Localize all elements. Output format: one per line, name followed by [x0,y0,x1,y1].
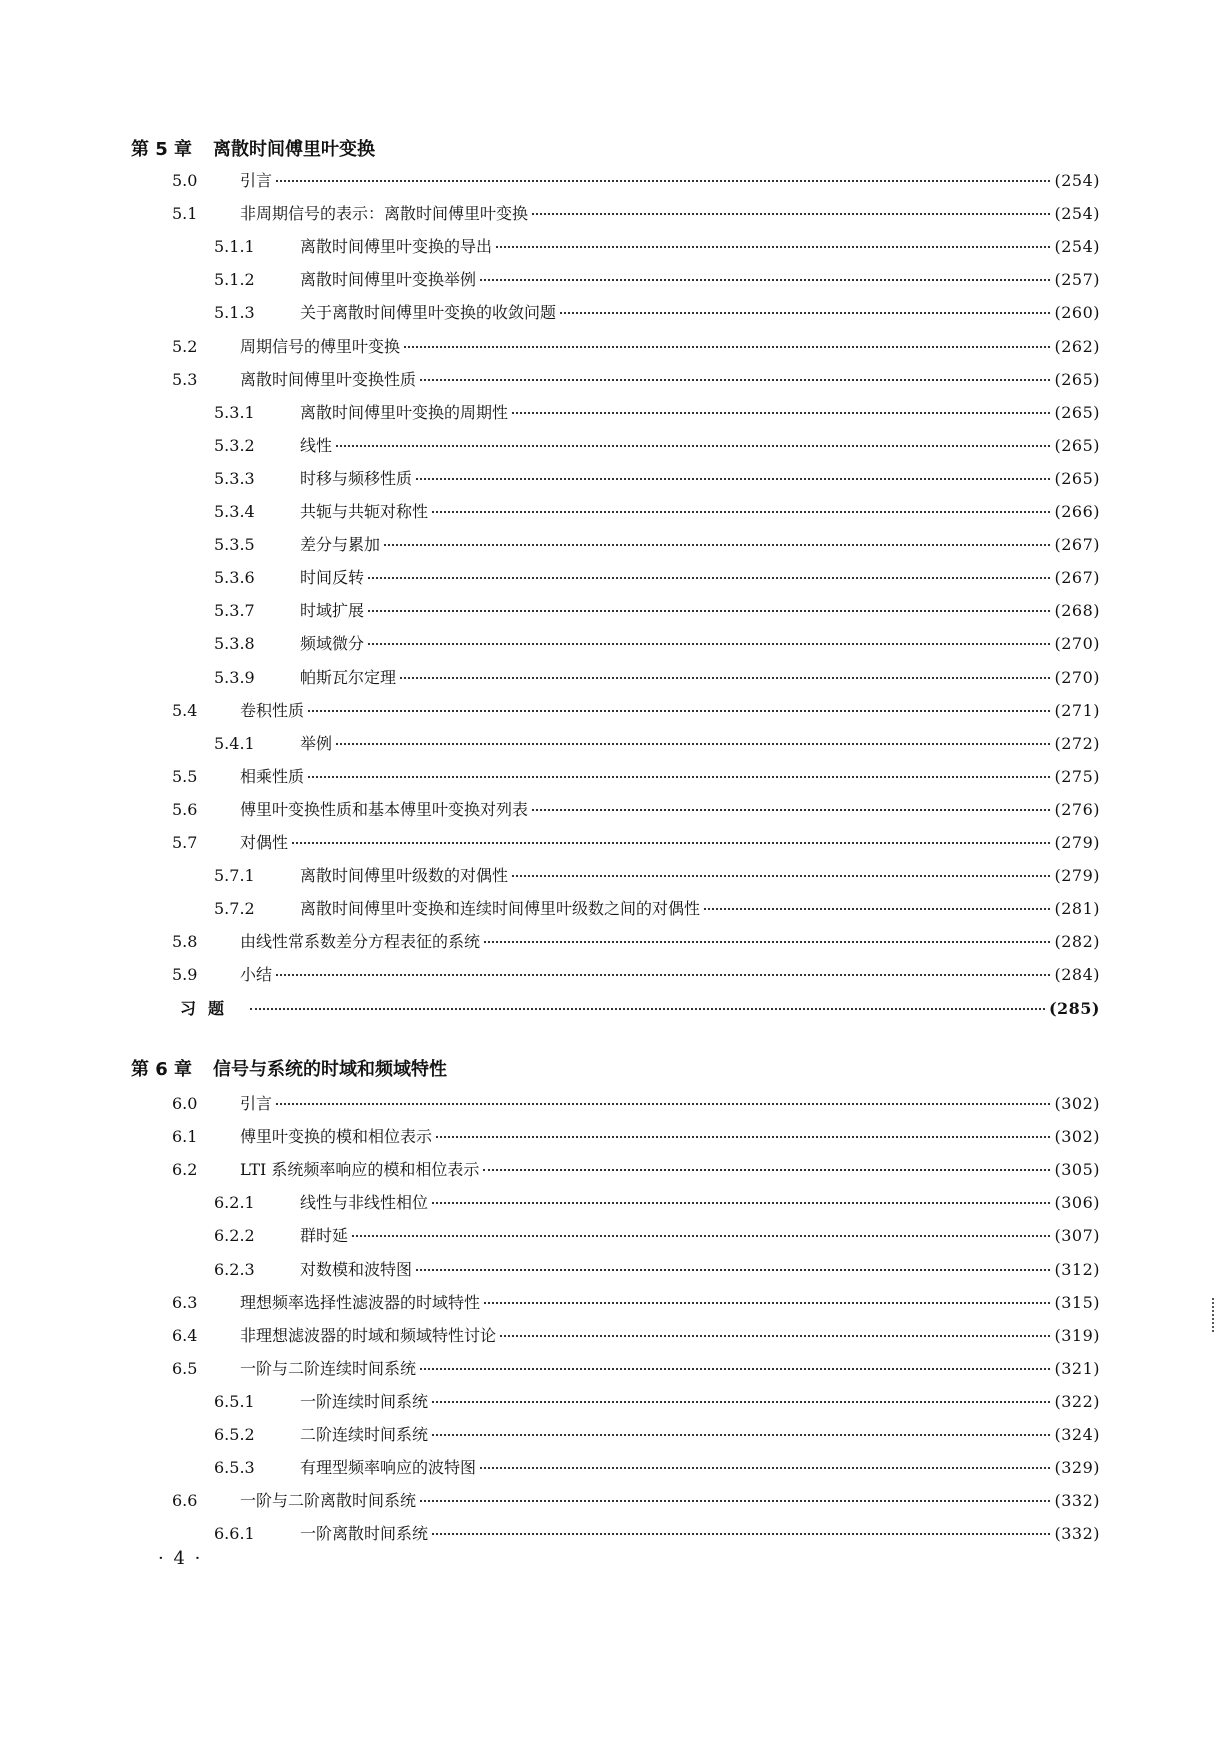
section-number: 5.3.7 [214,601,255,621]
section-number: 5.3.9 [214,667,255,687]
section-number: 6.2.2 [214,1226,255,1246]
page-reference: (321) [1054,1358,1100,1378]
toc-entry[interactable] [0,1092,1228,1116]
section-title: 周期信号的傅里叶变换 [240,336,401,356]
section-number: 6.5 [172,1358,198,1378]
dot-leader [420,1499,1050,1502]
section-title: 离散时间傅里叶变换的周期性 [300,402,509,422]
section-number: 5.2 [172,336,198,356]
toc-entry[interactable] [0,1522,1228,1546]
dot-leader [512,874,1050,877]
section-number: 5.3 [172,369,198,389]
section-number: 6.5.3 [214,1458,255,1478]
section-number: 5.7 [172,833,198,852]
page-reference: (270) [1054,667,1100,687]
section-number: 5.3.6 [214,568,255,588]
toc-entry[interactable] [0,864,1228,888]
section-number: 5.7.1 [214,866,255,886]
section-title: 卷积性质 [240,700,305,720]
section-title: 关于离散时间傅里叶变换的收敛问题 [300,303,557,323]
section-title: 傅里叶变换性质和基本傅里叶变换对列表 [240,799,529,819]
dot-leader [368,576,1050,579]
dot-leader [416,1268,1050,1271]
section-title: 差分与累加 [300,535,381,555]
page-reference: (322) [1054,1391,1100,1411]
section-title: 离散时间傅里叶级数的对偶性 [300,866,509,886]
section-title: 举例 [300,733,333,753]
dot-leader [500,1334,1050,1337]
section-number: 5.0 [172,171,198,190]
dot-leader [352,1234,1050,1237]
section-title: 离散时间傅里叶变换和连续时间傅里叶级数之间的对偶性 [300,899,701,919]
toc-entry[interactable] [0,1258,1228,1282]
page-reference: (324) [1054,1425,1100,1444]
page-reference: (281) [1054,899,1100,919]
section-number: 5.3.8 [214,634,255,654]
page-reference: (267) [1054,568,1100,588]
toc-entry[interactable] [0,699,1228,723]
toc-entry[interactable] [0,1191,1228,1215]
toc-entry[interactable] [0,1291,1228,1315]
page-reference: (332) [1054,1524,1100,1544]
section-title: LTI 系统频率响应的模和相位表示 [240,1160,480,1180]
toc-entry[interactable] [0,1125,1228,1149]
toc-entry[interactable] [0,1456,1228,1480]
section-number: 习题 [180,998,237,1018]
page-reference: (257) [1054,270,1100,290]
page-reference: (282) [1054,932,1100,952]
toc-entry[interactable] [0,798,1228,822]
dot-leader [276,1102,1050,1105]
toc-entry[interactable] [0,434,1228,458]
dot-leader [368,609,1050,612]
toc-entry[interactable] [0,467,1228,491]
scan-margin-mark [1212,1298,1220,1332]
dot-leader [432,1433,1050,1436]
section-title: 引言 [240,171,273,190]
page-number: · 4 · [158,1548,203,1569]
page-reference: (266) [1054,502,1100,521]
dot-leader [483,1168,1050,1171]
section-title: 一阶离散时间系统 [300,1524,429,1544]
page-reference: (302) [1054,1127,1100,1147]
page-reference: (254) [1054,237,1100,257]
dot-leader [336,742,1050,745]
page-reference: (265) [1054,468,1100,488]
section-title: 一阶连续时间系统 [300,1391,429,1411]
page-reference: (267) [1054,535,1100,555]
page-reference: (265) [1054,402,1100,422]
toc-entry[interactable] [0,368,1228,392]
section-title: 时域扩展 [300,601,365,621]
section-title: 帕斯瓦尔定理 [300,667,397,687]
chapter-number: 第 5 章 [131,139,193,160]
page-reference: (268) [1054,601,1100,621]
toc-entry[interactable] [0,897,1228,921]
dot-leader [420,1367,1050,1370]
section-number: 5.1.1 [214,237,255,257]
section-title: 小结 [240,965,273,985]
dot-leader [276,973,1050,976]
toc-entry[interactable] [0,765,1228,789]
toc-entry[interactable] [0,1158,1228,1182]
toc-entry[interactable] [0,930,1228,954]
section-title: 由线性常系数差分方程表征的系统 [240,932,481,952]
page-reference: (271) [1054,700,1100,720]
toc-entry[interactable] [0,732,1228,756]
section-number: 5.3.1 [214,402,255,422]
section-number: 5.3.3 [214,468,255,488]
section-number: 5.1.3 [214,303,255,323]
chapter-title: 信号与系统的时域和频域特性 [213,1059,447,1080]
section-number: 5.3.5 [214,535,255,555]
section-number: 6.2.3 [214,1259,255,1279]
toc-entry[interactable] [0,202,1228,226]
section-title: 引言 [240,1094,273,1113]
dot-leader [480,278,1050,281]
page-reference: (284) [1054,965,1100,985]
toc-entry[interactable] [0,963,1228,987]
section-number: 5.4 [172,700,198,720]
section-number: 6.1 [172,1127,198,1147]
chapter-number: 第 6 章 [131,1059,193,1080]
page-reference: (272) [1054,733,1100,753]
page-reference: (275) [1054,766,1100,786]
section-number: 5.1.2 [214,270,255,290]
dot-leader [532,808,1050,811]
section-number: 5.6 [172,799,198,819]
chapter-heading [131,1058,1101,1082]
section-title: 线性 [300,435,333,455]
section-number: 6.3 [172,1292,198,1312]
section-title: 离散时间傅里叶变换性质 [240,369,417,389]
toc-entry[interactable] [0,1489,1228,1513]
dot-leader [308,709,1050,712]
section-number: 5.4.1 [214,733,255,753]
chapter-heading [131,138,1101,162]
toc-exercises-entry[interactable] [0,997,1228,1021]
page-reference: (329) [1054,1458,1100,1478]
dot-leader [404,345,1050,348]
page-reference: (260) [1054,303,1100,323]
dot-leader [432,1201,1050,1204]
page-reference: (265) [1054,369,1100,389]
section-number: 5.7.2 [214,899,255,919]
dot-leader [292,841,1050,844]
dot-leader [308,775,1050,778]
dot-leader [384,543,1050,546]
section-title: 共轭与共轭对称性 [300,502,429,521]
dot-leader [704,907,1050,910]
page-reference: (270) [1054,634,1100,654]
toc-entry[interactable] [0,632,1228,656]
page-reference: (285) [1048,998,1100,1018]
toc-entry[interactable] [0,1324,1228,1348]
dot-leader [496,245,1050,248]
section-number: 6.6 [172,1491,198,1511]
section-number: 6.5.2 [214,1425,255,1444]
section-title: 非理想滤波器的时域和频域特性讨论 [240,1325,497,1345]
dot-leader [532,212,1050,215]
toc-entry[interactable] [0,268,1228,292]
toc-entry[interactable] [0,235,1228,259]
dot-leader [484,1301,1050,1304]
toc-entry[interactable] [0,1224,1228,1248]
section-title: 相乘性质 [240,766,305,786]
section-title: 非周期信号的表示：离散时间傅里叶变换 [240,204,529,224]
dot-leader [276,179,1050,182]
dot-leader [512,411,1050,414]
section-title: 有理型频率响应的波特图 [300,1458,477,1478]
page-reference: (319) [1054,1325,1100,1345]
section-title: 一阶与二阶连续时间系统 [240,1358,417,1378]
toc-entry[interactable] [0,533,1228,557]
section-title: 傅里叶变换的模和相位表示 [240,1127,433,1147]
section-title: 离散时间傅里叶变换举例 [300,270,477,290]
dot-leader [560,311,1050,314]
section-title: 时移与频移性质 [300,468,413,488]
section-number: 5.9 [172,965,198,985]
dot-leader [250,1007,1045,1010]
toc-entry[interactable] [0,666,1228,690]
section-title: 二阶连续时间系统 [300,1425,429,1444]
section-title: 线性与非线性相位 [300,1193,429,1213]
chapter-title: 离散时间傅里叶变换 [213,139,375,160]
section-number: 6.6.1 [214,1524,255,1544]
section-title: 频域微分 [300,634,365,654]
section-number: 6.0 [172,1094,198,1113]
section-title: 对数模和波特图 [300,1259,413,1279]
toc-entry[interactable] [0,401,1228,425]
page-reference: (332) [1054,1491,1100,1511]
section-number: 6.4 [172,1325,198,1345]
page-reference: (312) [1054,1259,1100,1279]
toc-entry[interactable] [0,831,1228,855]
dot-leader [420,378,1050,381]
dot-leader [400,676,1050,679]
toc-entry[interactable] [0,1390,1228,1414]
dot-leader [484,940,1050,943]
section-number: 5.5 [172,766,198,786]
page-reference: (305) [1054,1160,1100,1180]
toc-entry[interactable] [0,301,1228,325]
page-reference: (279) [1054,866,1100,886]
section-title: 时间反转 [300,568,365,588]
toc-entry[interactable] [0,599,1228,623]
dot-leader [368,642,1050,645]
dot-leader [336,444,1050,447]
page-reference: (302) [1054,1094,1100,1113]
section-number: 5.3.2 [214,435,255,455]
page-reference: (254) [1054,204,1100,224]
dot-leader [432,510,1050,513]
page-reference: (279) [1054,833,1100,852]
page-reference: (254) [1054,171,1100,190]
toc-entry[interactable] [0,1423,1228,1447]
dot-leader [436,1135,1050,1138]
section-number: 5.3.4 [214,502,255,521]
dot-leader [480,1466,1050,1469]
section-title: 理想频率选择性滤波器的时域特性 [240,1292,481,1312]
dot-leader [432,1400,1050,1403]
section-number: 5.1 [172,204,198,224]
section-number: 5.8 [172,932,198,952]
page-reference: (307) [1054,1226,1100,1246]
page-reference: (315) [1054,1292,1100,1312]
dot-leader [432,1532,1050,1535]
toc-entry[interactable] [0,335,1228,359]
section-title: 离散时间傅里叶变换的导出 [300,237,493,257]
section-number: 6.5.1 [214,1391,255,1411]
toc-entry[interactable] [0,500,1228,524]
section-title: 群时延 [300,1226,349,1246]
page-reference: (306) [1054,1193,1100,1213]
page-reference: (276) [1054,799,1100,819]
toc-entry[interactable] [0,1357,1228,1381]
section-title: 一阶与二阶离散时间系统 [240,1491,417,1511]
section-number: 6.2 [172,1160,198,1180]
toc-entry[interactable] [0,169,1228,193]
section-number: 6.2.1 [214,1193,255,1213]
section-title: 对偶性 [240,833,289,852]
page-reference: (265) [1054,435,1100,455]
page-reference: (262) [1054,336,1100,356]
toc-entry[interactable] [0,566,1228,590]
dot-leader [416,477,1050,480]
